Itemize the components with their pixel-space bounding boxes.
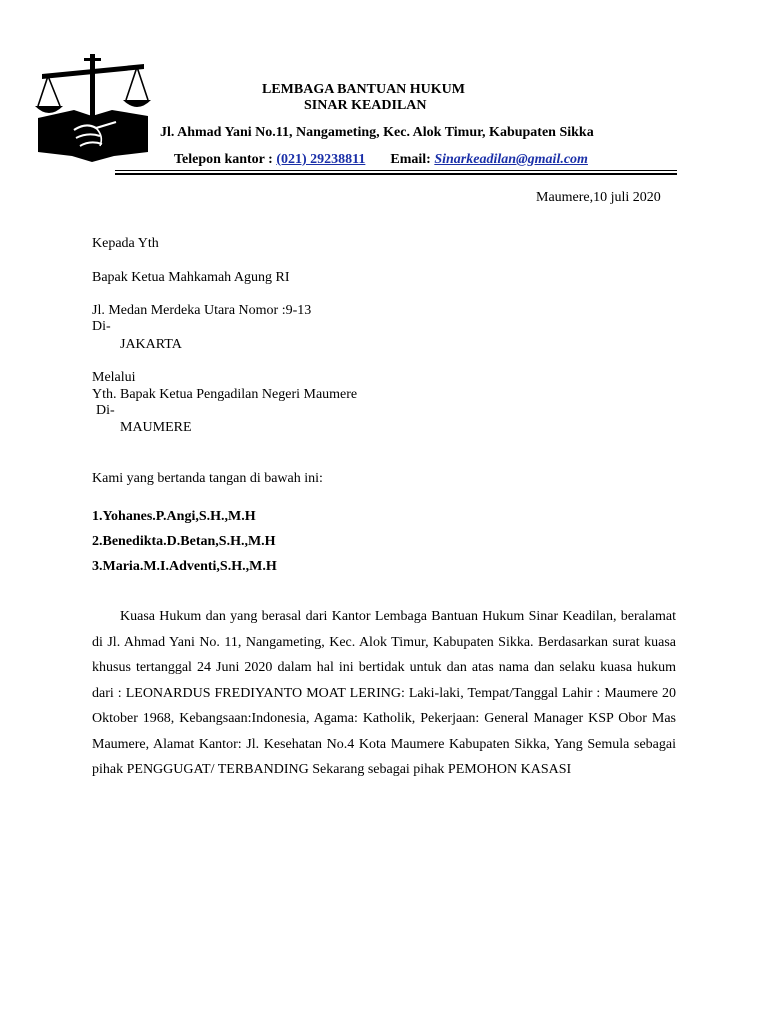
signatory-3: 3.Maria.M.I.Adventi,S.H.,M.H xyxy=(92,559,277,574)
scales-of-justice-logo-icon xyxy=(34,52,152,162)
intro-text: Kami yang bertanda tangan di bawah ini: xyxy=(92,471,323,486)
letterhead-divider-thick xyxy=(115,173,677,175)
phone-link[interactable]: (021) 29238811 xyxy=(276,152,366,167)
place-date: Maumere,10 juli 2020 xyxy=(536,190,661,205)
signatory-2: 2.Benedikta.D.Betan,S.H.,M.H xyxy=(92,534,276,549)
di-label: Di- xyxy=(92,319,111,334)
letterhead-divider-thin xyxy=(115,170,677,171)
di-label: Di- xyxy=(96,403,115,418)
email-link[interactable]: Sinarkeadilan@gmail.com xyxy=(434,152,588,167)
email-label: Email: xyxy=(390,152,431,167)
via-label: Melalui xyxy=(92,370,136,385)
organization-contact xyxy=(174,152,588,168)
organization-name: LEMBAGA BANTUAN HUKUM xyxy=(262,82,466,97)
recipient-address: Jl. Medan Merdeka Utara Nomor :9-13 xyxy=(92,303,312,318)
signatory-1: 1.Yohanes.P.Angi,S.H.,M.H xyxy=(92,509,256,524)
letter-body xyxy=(92,604,676,783)
phone-label: Telepon kantor : xyxy=(174,152,273,167)
organization-address: Jl. Ahmad Yani No.11, Nangameting, Kec. Alok Timur, Kabupaten Sikka xyxy=(160,125,594,140)
via-recipient: Yth. Bapak Ketua Pengadilan Negeri Maumere xyxy=(92,387,358,402)
body-paragraph: Kuasa Hukum dan yang berasal dari Kantor Lembaga Bantuan Hukum Sinar Keadilan, beralamat di Jl. Ahmad Yani No. 11, Nangameting, Kec. Alok Timur, Kabupaten Sikka. Berdasarkan surat kuasa khusus tertanggal 24 Juni 2020 dalam hal ini bertidak untuk dan atas nama dan selaku kuasa hukum dari : LEONARDUS FREDIYANTO MOAT LERING: Laki-laki, Tempat/Tanggal Lahir : Maumere 20 Oktober 1968, Kebangsaan:Indonesia, Agama: Katholik, Pekerjaan: General Manager KSP Obor Mas Maumere, Alamat Kantor: Jl. Kesehatan No.4 Kota Maumere Kabupaten Sikka, Yang Semula sebagai pihak PENGGUGAT/ TERBANDING Sekarang sebagai pihak PEMOHON KASASI xyxy=(92,609,676,777)
via-city: MAUMERE xyxy=(120,420,192,435)
recipient-city: JAKARTA xyxy=(120,337,182,352)
organization-subname: SINAR KEADILAN xyxy=(304,98,427,113)
greeting: Kepada Yth xyxy=(92,236,159,251)
recipient: Bapak Ketua Mahkamah Agung RI xyxy=(92,270,290,285)
